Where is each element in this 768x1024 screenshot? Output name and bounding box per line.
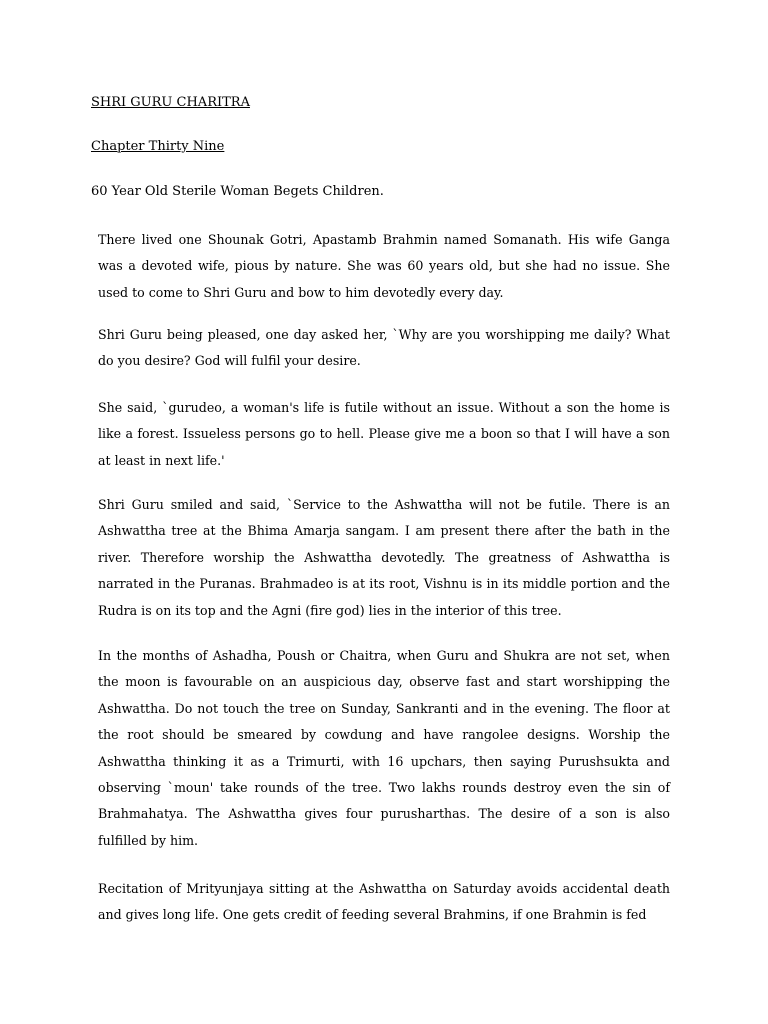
paragraph: Shri Guru smiled and said, `Service to the Ashwattha will not be futile. There is an Ashwattha tree at the Bhima Amarja sangam. I am present there after the bath in the river. Therefore worship the Ashwattha devotedly. The greatness of Ashwattha is narrated in the Puranas. Brahmadeo is at its root, Vishnu is in its middle portion and the Rudra is on its top and the Agni (fire god) lies in the interior of this tree. bbox=[98, 497, 670, 618]
paragraph: She said, `gurudeo, a woman's life is futile without an issue. Without a son the home is like a forest. Issueless persons go to hell. Please give me a boon so that I will have a son at least in next life.' bbox=[98, 400, 670, 468]
paragraph: There lived one Shounak Gotri, Apastamb Brahmin named Somanath. His wife Ganga was a devoted wife, pious by nature. She was 60 years old, but she had no issue. She used to come to Shri Guru and bow to him devotedly every day. bbox=[98, 232, 670, 300]
paragraph: Shri Guru being pleased, one day asked her, `Why are you worshipping me daily? What do you desire? God will fulfil your desire. bbox=[98, 327, 670, 369]
chapter-heading: Chapter Thirty Nine bbox=[91, 139, 225, 154]
paragraph: Recitation of Mrityunjaya sitting at the Ashwattha on Saturday avoids accidental death and gives long life. One gets credit of feeding several Brahmins, if one Brahmin is fed bbox=[98, 881, 670, 923]
story-title: 60 Year Old Sterile Woman Begets Children. bbox=[91, 184, 384, 199]
document-title: SHRI GURU CHARITRA bbox=[91, 95, 250, 110]
paragraph: In the months of Ashadha, Poush or Chaitra, when Guru and Shukra are not set, when the moon is favourable on an auspicious day, observe fast and start worshipping the Ashwattha. Do not touch the tree on Sunday, Sankranti and in the evening. The floor at the root should be smeared by cowdung and have rangolee designs. Worship the Ashwattha thinking it as a Trimurti, with 16 upchars, then saying Purushsukta and observing `moun' take rounds of the tree. Two lakhs rounds destroy even the sin of Brahmahatya. The Ashwattha gives four purusharthas. The desire of a son is also fulfilled by him. bbox=[98, 648, 670, 848]
